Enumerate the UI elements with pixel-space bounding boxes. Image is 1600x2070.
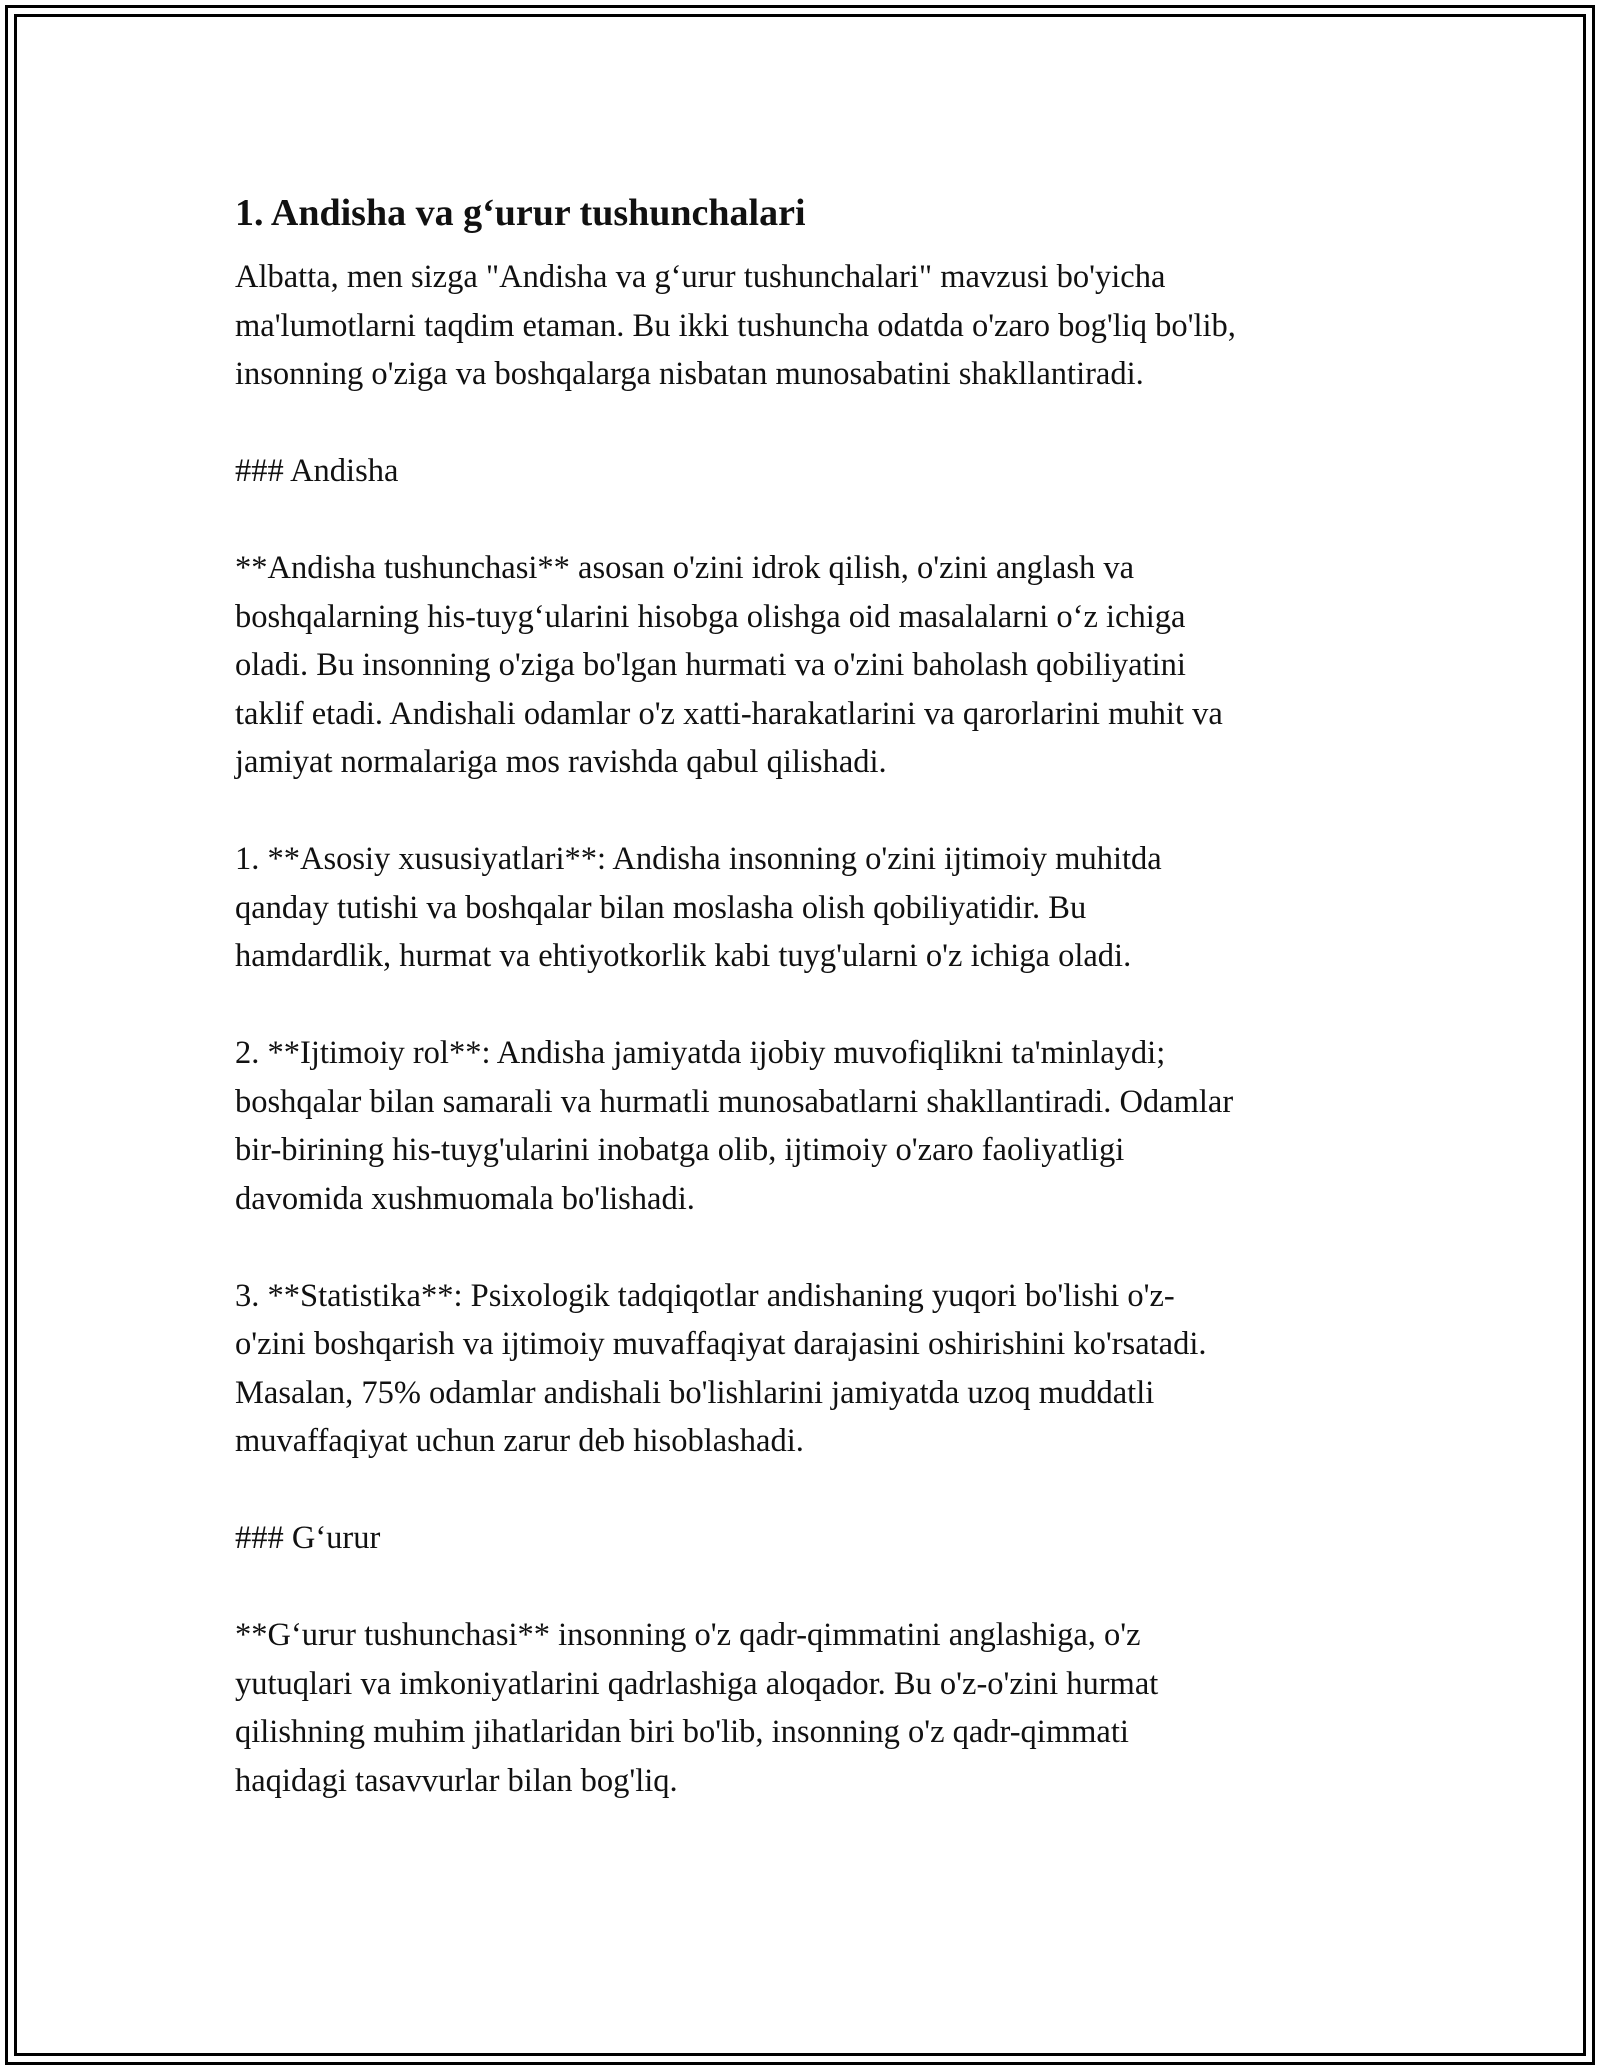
list-item-asosiy-xususiyatlari: 1. **Asosiy xususiyatlari**: Andisha insonning o'zini ijtimoiy muhitda qanday tutishi va boshqalar bilan moslasha olish qobiliyatidir. Bu hamdardlik, hurmat va ehtiyotkorlik kabi tuyg'ularni o'z ichiga oladi. bbox=[235, 841, 1162, 974]
gurur-heading: ### G‘urur bbox=[235, 1520, 381, 1556]
intro-paragraph: Albatta, men sizga "Andisha va g‘urur tushunchalari" mavzusi bo'yicha ma'lumotlarni taqdim etaman. Bu ikki tushuncha odatda o'zaro bog'liq bo'lib, insonning o'ziga va boshqalarga nisbatan munosabatini shakllantiradi. bbox=[235, 259, 1236, 392]
list-item-ijtimoiy-rol: 2. **Ijtimoiy rol**: Andisha jamiyatda ijobiy muvofiqlikni ta'minlaydi; boshqalar bilan samarali va hurmatli munosabatlarni shakllantiradi. Odamlar bir-birining his-tuyg'ularini inobatga olib, ijtimoiy o'zaro faoliyatligi davomida xushmuomala bo'lishadi. bbox=[235, 1035, 1234, 1217]
andisha-definition-paragraph: **Andisha tushunchasi** asosan o'zini idrok qilish, o'zini anglash va boshqalarning his-tuyg‘ularini hisobga olishga oid masalalarni o‘z ichiga oladi. Bu insonning o'ziga bo'lgan hurmati va o'zini baholash qobiliyatini taklif etadi. Andishali odamlar o'z xatti-harakatlarini va qarorlarini muhit va jamiyat normalariga mos ravishda qabul qilishadi. bbox=[235, 550, 1223, 780]
andisha-heading: ### Andisha bbox=[235, 453, 399, 489]
document-body bbox=[235, 185, 1375, 1805]
document-title: 1. Andisha va g‘urur tushunchalari bbox=[235, 192, 806, 234]
list-item-statistika: 3. **Statistika**: Psixologik tadqiqotlar andishaning yuqori bo'lishi o'z- o'zini boshqarish va ijtimoiy muvaffaqiyat darajasini oshirishini ko'rsatadi. Masalan, 75% odamlar andishali bo'lishlarini jamiyatda uzoq muddatli muvaffaqiyat uchun zarur deb hisoblashadi. bbox=[235, 1277, 1207, 1459]
gurur-definition-paragraph: **G‘urur tushunchasi** insonning o'z qadr-qimmatini anglashiga, o'z yutuqlari va imkoniyatlarini qadrlashiga aloqador. Bu o'z-o'zini hurmat qilishning muhim jihatlaridan biri bo'lib, insonning o'z qadr-qimmati haqidagi tasavvurlar bilan bog'liq. bbox=[235, 1617, 1159, 1799]
